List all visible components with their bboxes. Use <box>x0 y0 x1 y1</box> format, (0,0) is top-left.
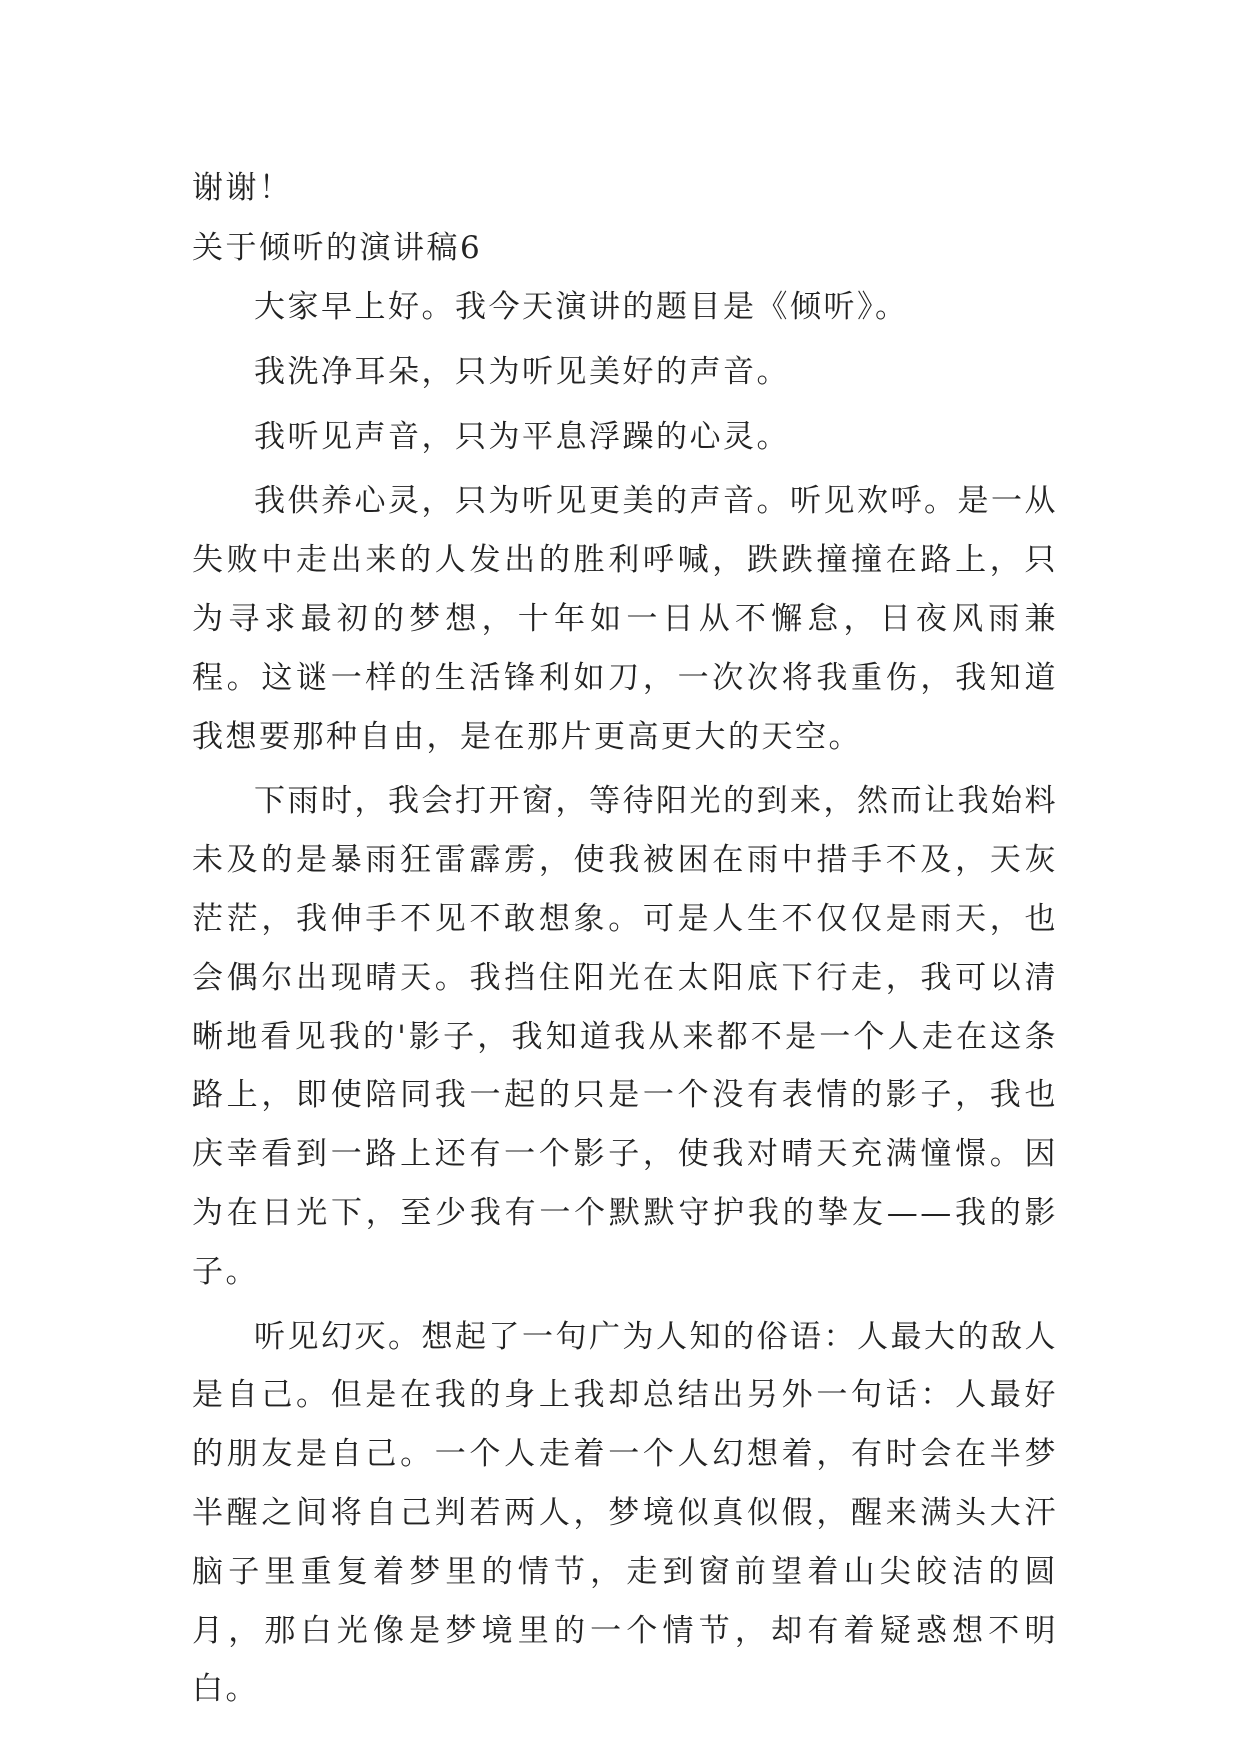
paragraph-greeting: 大家早上好。我今天演讲的题目是《倾听》。 <box>254 289 909 325</box>
paragraph-illusion: 听见幻灭。想起了一句广为人知的俗语：人最大的敌人是自己。但是在我的身上我却总结出另外一句话：人最好的朋友是自己。一个人走着一个人幻想着，有时会在半梦半醒之间将自己判若两人，梦境似真似假，醒来满头大汗脑子里重复着梦里的情节，走到窗前望着山尖皎洁的圆月，那白光像是梦境里的一个情节，却有着疑惑想不明白。 <box>192 1318 1058 1708</box>
paragraph-rain: 下雨时，我会打开窗，等待阳光的到来，然而让我始料未及的是暴雨狂雷霹雳，使我被困在雨中措手不及，天灰茫茫，我伸手不见不敢想象。可是人生不仅仅是雨天，也会偶尔出现晴天。我挡住阳光在太阳底下行走，我可以清晰地看见我的'影子，我知道我从来都不是一个人走在这条路上，即使陪同我一起的只是一个没有表情的影子，我也庆幸看到一路上还有一个影子，使我对晴天充满憧憬。因为在日光下，至少我有一个默默守护我的挚友——我的影子。 <box>192 783 1058 1290</box>
paragraph-voice: 我听见声音，只为平息浮躁的心灵。 <box>254 418 790 455</box>
section-title: 关于倾听的演讲稿6 <box>192 230 483 266</box>
document-body <box>192 158 1058 1719</box>
closing-line: 谢谢！ <box>192 170 293 206</box>
paragraph-cheer: 我供养心灵，只为听见更美的声音。听见欢呼。是一从失败中走出来的人发出的胜利呼喊，跌跌撞撞在路上，只为寻求最初的梦想，十年如一日从不懈怠，日夜风雨兼程。这谜一样的生活锋利如刀，一次次将我重伤，我知道我想要那种自由，是在那片更高更大的天空。 <box>192 483 1058 755</box>
paragraph-ears: 我洗净耳朵，只为听见美好的声音。 <box>254 353 790 390</box>
